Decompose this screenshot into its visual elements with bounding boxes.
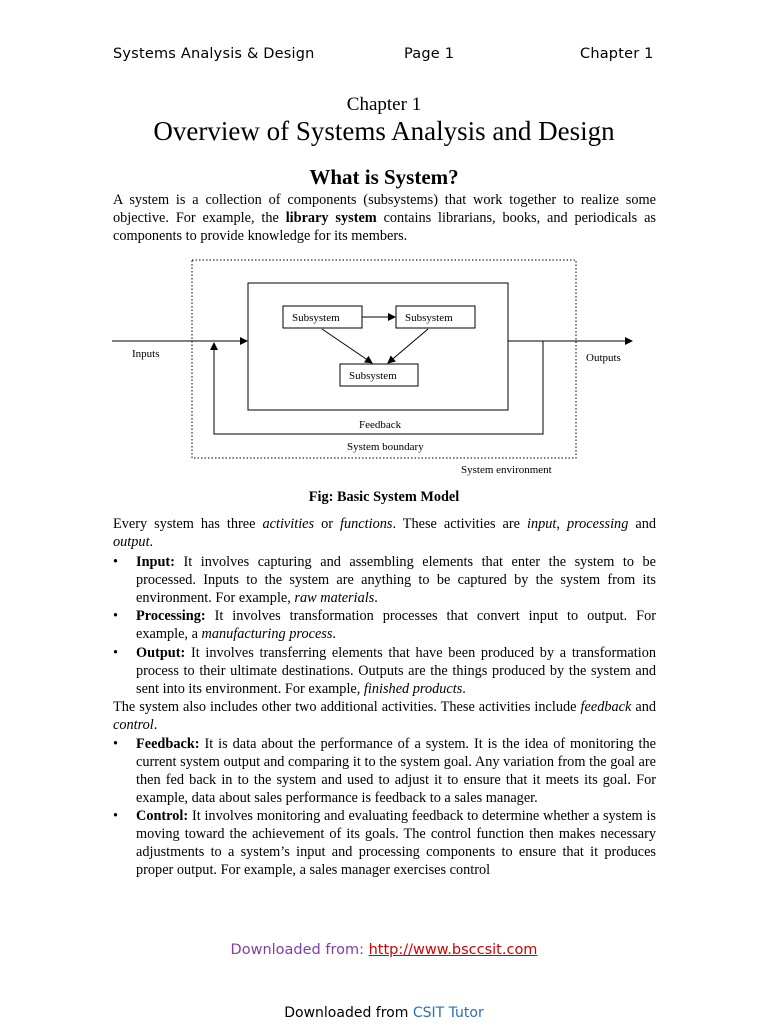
em-output: output	[113, 534, 150, 550]
text: It involves transferring elements that have been produced by a transformation process to their ultimate destinations. Outputs are the things produced by the system and sent into its environment. For example,	[136, 645, 656, 697]
subsystem-label-2: Subsystem	[405, 312, 453, 324]
additional-activities-paragraph	[113, 698, 656, 734]
csit-tutor-link[interactable]: CSIT Tutor	[412, 1005, 484, 1021]
example: finished products	[363, 681, 463, 697]
system-environment-label: System environment	[461, 464, 552, 476]
text: or	[314, 516, 341, 532]
text: Every system has three	[113, 516, 263, 532]
feedback-label: Feedback	[359, 419, 402, 431]
source-link[interactable]: http://www.bsccsit.com	[368, 942, 538, 958]
em-control: control	[113, 717, 154, 733]
term: Feedback:	[136, 736, 200, 752]
term: Processing:	[136, 608, 206, 624]
term: Input:	[136, 554, 175, 570]
subsystem-label-3: Subsystem	[349, 370, 397, 382]
em-feedback: feedback	[580, 699, 632, 715]
term: Control:	[136, 808, 189, 824]
term: Output:	[136, 645, 186, 661]
intro-paragraph	[113, 191, 656, 245]
header-page: Page 1	[404, 46, 455, 62]
intro-bold: library system	[285, 210, 377, 226]
example: manufacturing process	[201, 626, 333, 642]
text: It involves capturing and assembling elements that enter the system to be processed. Inputs to the system are anything to be captured by the system from its environment. For example,	[136, 554, 656, 606]
text: It is data about the performance of a system. It is the idea of monitoring the current system output and comparing it to the system goal. Any variation from the goal are then fed back in to the system and used to adjust it to ensure that it meets its goal. For example, data about sales performance is feedback to a sales manager.	[136, 736, 656, 806]
text: and	[628, 516, 657, 532]
bullet-icon: •	[113, 808, 119, 824]
download-label: Downloaded from:	[230, 942, 369, 958]
text: The system also includes other two additional activities. These activities include	[113, 699, 581, 715]
download-source	[0, 942, 768, 958]
text: and	[631, 699, 657, 715]
bullet-icon: •	[113, 645, 119, 661]
em-activities: activities	[262, 516, 315, 532]
intro-text-2: contains librarians, books, and periodicals as components to provide knowledge for its members.	[113, 210, 656, 244]
text: .	[149, 534, 154, 550]
subsystem-label-1: Subsystem	[292, 312, 340, 324]
em-functions: functions	[340, 516, 393, 532]
bullet-icon: •	[113, 554, 119, 570]
em-processing: processing	[566, 516, 629, 532]
credit-label: Downloaded from	[284, 1005, 413, 1021]
inputs-label: Inputs	[132, 348, 160, 360]
footer-credit	[0, 1005, 768, 1021]
text: ,	[556, 516, 567, 532]
text: . These activities are	[392, 516, 527, 532]
page-title: Overview of Systems Analysis and Design	[153, 116, 615, 146]
text: .	[153, 717, 158, 733]
text: .	[332, 626, 336, 642]
bullet-icon: •	[113, 608, 119, 624]
system-box	[248, 283, 508, 410]
text: .	[374, 590, 378, 606]
activities-paragraph	[113, 515, 656, 551]
header-chapter: Chapter 1	[580, 46, 654, 62]
outputs-label: Outputs	[586, 352, 621, 364]
bullet-icon: •	[113, 736, 119, 752]
figure-caption: Fig: Basic System Model	[308, 489, 460, 505]
intro-text-1: A system is a collection of components (subsystems) that work together to realize some objective. For example, the	[113, 192, 656, 226]
text: .	[462, 681, 466, 697]
chapter-label: Chapter 1	[346, 94, 422, 115]
header-left: Systems Analysis & Design	[113, 46, 315, 62]
example: raw materials	[294, 590, 375, 606]
basic-system-model-diagram	[110, 257, 640, 482]
system-boundary-label: System boundary	[347, 441, 424, 453]
section-heading: What is System?	[309, 165, 459, 189]
em-input: input	[526, 516, 557, 532]
text: It involves transformation processes that convert input to output. For example, a	[136, 608, 656, 642]
text: It involves monitoring and evaluating feedback to determine whether a system is moving toward the achievement of its goals. The control function then makes necessary adjustments to a system’s input and processing components to ensure that it produces proper output. For example, a sales manager exercises control	[136, 808, 656, 878]
